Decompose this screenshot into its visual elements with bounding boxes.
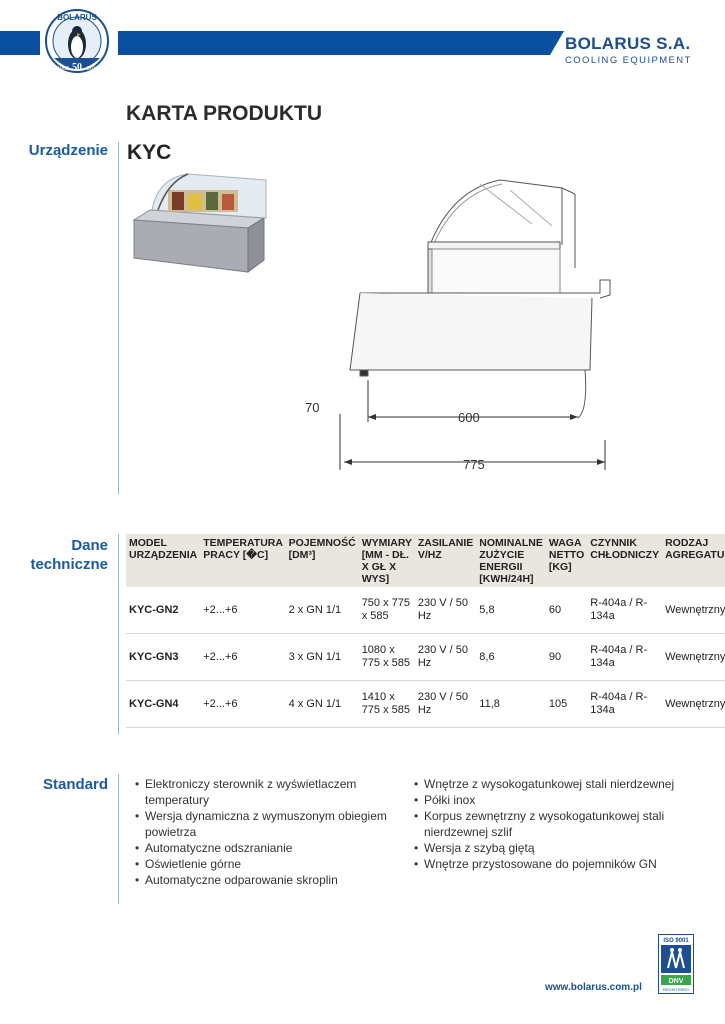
section-divider-standard xyxy=(118,774,119,904)
col-model: MODEL URZĄDZENIA xyxy=(126,534,200,587)
standard-list-left xyxy=(133,776,407,888)
company-name: BOLARUS S.A. xyxy=(565,34,691,53)
dimension-70: 70 xyxy=(305,400,320,415)
cell-energy: 8,6 xyxy=(476,634,546,681)
logo-sub: lat xyxy=(75,72,79,77)
cell-temperature: +2...+6 xyxy=(200,681,285,728)
dnv-label: DNV xyxy=(668,978,684,985)
page-title: KARTA PRODUKTU xyxy=(126,102,322,125)
cell-energy: 11,8 xyxy=(476,681,546,728)
logo-year-end: 2012 xyxy=(87,66,99,72)
standard-list-right xyxy=(412,776,696,872)
cell-capacity: 2 x GN 1/1 xyxy=(286,587,359,634)
col-energy: NOMINALNE ZUŻYCIE ENERGII [KWH/24H] xyxy=(476,534,546,587)
table-row xyxy=(126,634,725,681)
cell-refrigerant: R-404a / R-134a xyxy=(587,587,662,634)
cell-weight: 60 xyxy=(546,587,587,634)
cell-unit: Wewnętrzny xyxy=(662,634,725,681)
cell-model: KYC-GN2 xyxy=(126,587,200,634)
iso-certificate-badge xyxy=(658,934,694,994)
cell-unit: Wewnętrzny xyxy=(662,587,725,634)
cell-model: KYC-GN3 xyxy=(126,634,200,681)
list-item: • Automatyczne odparowanie skroplin xyxy=(145,872,407,888)
list-item: • Automatyczne odszranianie xyxy=(145,840,407,856)
table-row xyxy=(126,681,725,728)
cell-power: 230 V / 50 Hz xyxy=(415,634,476,681)
spec-table xyxy=(126,534,725,728)
cell-energy: 5,8 xyxy=(476,587,546,634)
list-item: • Korpus zewnętrzny z wysokogatunkowej stali nierdzewnej szlif xyxy=(424,808,696,840)
cell-capacity: 3 x GN 1/1 xyxy=(286,634,359,681)
model-name: KYC xyxy=(127,141,172,164)
list-item: • Półki inox xyxy=(424,792,696,808)
spec-table-header xyxy=(126,534,725,587)
website-link[interactable]: www.bolarus.com.pl xyxy=(545,982,642,993)
section-divider-device xyxy=(118,142,119,494)
header-band-tip xyxy=(550,31,564,55)
registered-label: REGISTERED xyxy=(662,987,690,992)
cell-temperature: +2...+6 xyxy=(200,587,285,634)
cell-temperature: +2...+6 xyxy=(200,634,285,681)
bolarus-logo xyxy=(44,8,110,80)
dimension-600: 600 xyxy=(458,410,480,425)
cell-refrigerant: R-404a / R-134a xyxy=(587,634,662,681)
col-dimensions: WYMIARY [MM - DŁ. X GŁ X WYS] xyxy=(359,534,415,587)
list-item: • Oświetlenie górne xyxy=(145,856,407,872)
product-photo xyxy=(128,168,268,276)
list-item: • Wnętrze z wysokogatunkowej stali nierdzewnej xyxy=(424,776,696,792)
cell-dimensions: 1410 x 775 x 585 xyxy=(359,681,415,728)
logo-text: BOLARUS xyxy=(57,13,97,22)
col-capacity: POJEMNOŚĆ [DM³] xyxy=(286,534,359,587)
cell-unit: Wewnętrzny xyxy=(662,681,725,728)
section-label-device: Urządzenie xyxy=(28,142,108,159)
cell-weight: 90 xyxy=(546,634,587,681)
dimension-775: 775 xyxy=(463,457,485,472)
company-tagline: COOLING EQUIPMENT xyxy=(565,55,692,66)
logo-year-50: 50 xyxy=(72,62,82,73)
cell-dimensions: 750 x 775 x 585 xyxy=(359,587,415,634)
section-label-standard: Standard xyxy=(42,776,108,793)
col-weight: WAGA NETTO [KG] xyxy=(546,534,587,587)
header-band-right xyxy=(118,31,550,55)
iso-label: ISO 9001 xyxy=(663,938,689,944)
list-item: • Wersja z szybą giętą xyxy=(424,840,696,856)
col-power: ZASILANIE V/HZ xyxy=(415,534,476,587)
cell-power: 230 V / 50 Hz xyxy=(415,587,476,634)
table-row xyxy=(126,587,725,634)
cell-model: KYC-GN4 xyxy=(126,681,200,728)
col-unit: RODZAJ AGREGATU xyxy=(662,534,725,587)
cell-dimensions: 1080 x 775 x 585 xyxy=(359,634,415,681)
cell-capacity: 4 x GN 1/1 xyxy=(286,681,359,728)
list-item: • Wnętrze przystosowane do pojemników GN xyxy=(424,856,696,872)
list-item: • Elektroniczy sterownik z wyświetlaczem temperatury xyxy=(145,776,407,808)
section-label-technical: Dane techniczne xyxy=(30,537,108,573)
logo-year-start: 1962 xyxy=(57,66,69,72)
cell-refrigerant: R-404a / R-134a xyxy=(587,681,662,728)
cell-weight: 105 xyxy=(546,681,587,728)
header-band-left xyxy=(0,31,40,55)
cell-power: 230 V / 50 Hz xyxy=(415,681,476,728)
col-temperature: TEMPERATURA PRACY [�C] xyxy=(200,534,285,587)
section-divider-technical xyxy=(118,534,119,734)
technical-drawing xyxy=(300,170,620,480)
col-refrigerant: CZYNNIK CHŁODNICZY xyxy=(587,534,662,587)
list-item: • Wersja dynamiczna z wymuszonym obiegiem powietrza xyxy=(145,808,407,840)
